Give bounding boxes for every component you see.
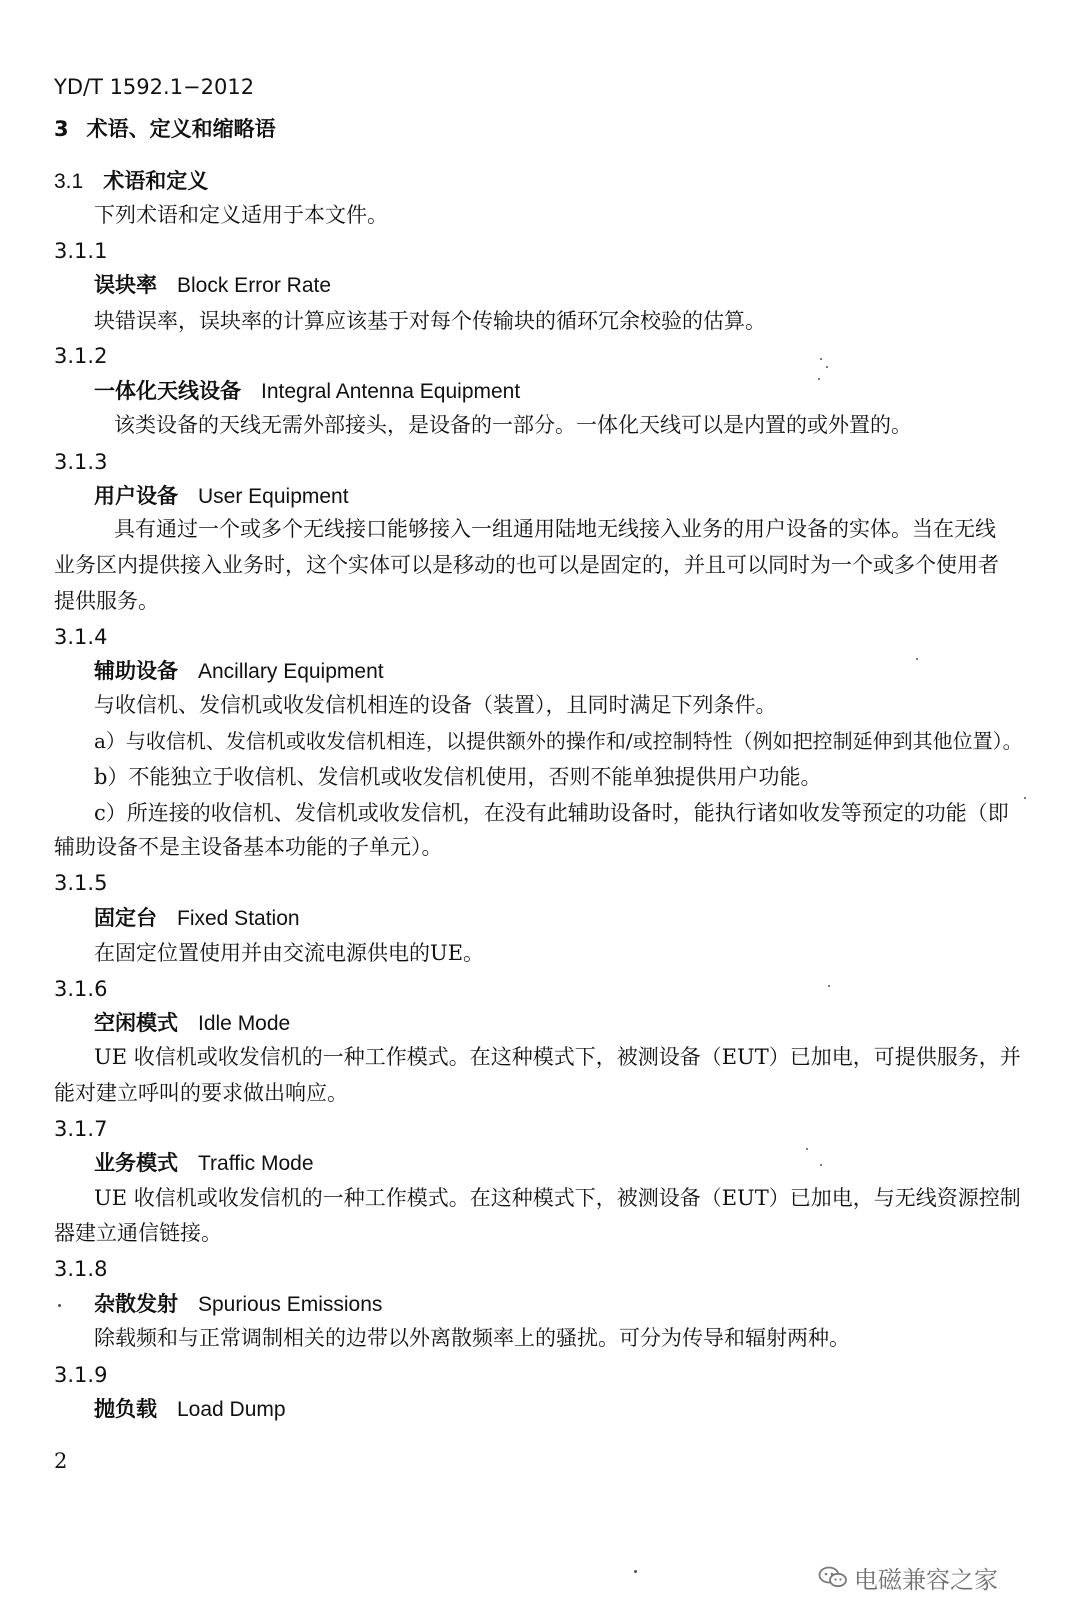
scan-speck [916, 658, 918, 660]
term-number: 3.1.4 [54, 625, 108, 649]
page-number: 2 [54, 1449, 68, 1473]
term-definition: 块错误率，误块率的计算应该基于对每个传输块的循环冗余校验的估算。 [94, 309, 766, 333]
section-heading [54, 114, 276, 144]
term-title [94, 270, 331, 301]
scan-speck [58, 1304, 61, 1307]
scan-speck [634, 1570, 637, 1573]
watermark-text: 电磁兼容之家 [854, 1565, 998, 1594]
wechat-icon [818, 1565, 848, 1589]
scan-speck [826, 366, 828, 368]
subsection-heading [54, 166, 208, 197]
term-definition: 除载频和与正常调制相关的边带以外离散频率上的骚扰。可分为传导和辐射两种。 [94, 1326, 850, 1350]
condition-c: c）所连接的收信机、发信机或收发信机，在没有此辅助设备时，能执行诸如收发等预定的功能（即 [94, 801, 1009, 825]
term-definition: 器建立通信链接。 [54, 1221, 222, 1245]
subsection-number: 3.1 [54, 170, 84, 193]
term-zh: 一体化天线设备 [94, 379, 241, 403]
term-title [94, 1289, 382, 1320]
term-title [94, 376, 520, 407]
term-title [94, 1394, 286, 1425]
term-title [94, 903, 300, 934]
document-code: YD/T 1592.1−2012 [54, 75, 255, 99]
term-zh: 空闲模式 [94, 1011, 178, 1035]
term-en: Traffic Mode [198, 1152, 314, 1175]
term-en: Idle Mode [198, 1012, 291, 1035]
term-title [94, 656, 384, 687]
condition-c-cont: 辅助设备不是主设备基本功能的子单元）。 [54, 835, 443, 859]
condition-a: a）与收信机、发信机或收发信机相连，以提供额外的操作和/或控制特性（例如把控制延伸到其他位置）。 [94, 729, 1023, 753]
scan-speck [828, 985, 830, 987]
subsection-title: 术语和定义 [103, 169, 209, 193]
term-definition: 该类设备的天线无需外部接头，是设备的一部分。一体化天线可以是内置的或外置的。 [114, 413, 912, 437]
term-definition: 与收信机、发信机或收发信机相连的设备（装置），且同时满足下列条件。 [94, 693, 777, 717]
term-number: 3.1.8 [54, 1257, 108, 1281]
term-en: Integral Antenna Equipment [261, 380, 521, 403]
term-en: Spurious Emissions [198, 1293, 383, 1316]
term-en: Ancillary Equipment [198, 660, 384, 683]
scan-speck [820, 358, 822, 360]
condition-b: b）不能独立于收信机、发信机或收发信机使用，否则不能单独提供用户功能。 [94, 765, 822, 789]
term-en: Fixed Station [177, 907, 300, 930]
term-zh: 辅助设备 [94, 659, 178, 683]
term-title [94, 1008, 290, 1039]
scan-speck [806, 1148, 808, 1150]
term-number: 3.1.2 [54, 344, 108, 368]
scan-speck [1024, 797, 1026, 799]
term-en: Block Error Rate [177, 274, 332, 297]
section-number: 3 [54, 117, 69, 141]
term-number: 3.1.7 [54, 1117, 108, 1141]
term-definition: 在固定位置使用并由交流电源供电的UE。 [94, 941, 485, 965]
term-zh: 业务模式 [94, 1151, 178, 1175]
term-number: 3.1.3 [54, 450, 108, 474]
term-definition: 具有通过一个或多个无线接口能够接入一组通用陆地无线接入业务的用户设备的实体。当在无线 [114, 517, 996, 541]
watermark [818, 1555, 998, 1599]
term-definition: 业务区内提供接入业务时，这个实体可以是移动的也可以是固定的，并且可以同时为一个或多个使用者 [54, 553, 999, 577]
term-number: 3.1.1 [54, 239, 108, 263]
subsection-intro: 下列术语和定义适用于本文件。 [94, 203, 388, 227]
section-title: 术语、定义和缩略语 [86, 117, 276, 141]
scan-speck [818, 378, 820, 380]
term-zh: 固定台 [94, 906, 157, 930]
term-number: 3.1.9 [54, 1363, 108, 1387]
term-en: User Equipment [198, 485, 349, 508]
term-definition: 能对建立呼叫的要求做出响应。 [54, 1081, 348, 1105]
term-definition: UE 收信机或收发信机的一种工作模式。在这种模式下，被测设备（EUT）已加电，与无线资源控制 [94, 1186, 1021, 1210]
scan-speck [820, 1164, 822, 1166]
term-zh: 用户设备 [94, 484, 178, 508]
term-definition: UE 收信机或收发信机的一种工作模式。在这种模式下，被测设备（EUT）已加电，可提供服务，并 [94, 1045, 1021, 1069]
term-zh: 杂散发射 [94, 1292, 178, 1316]
term-definition: 提供服务。 [54, 589, 159, 613]
term-title [94, 481, 349, 512]
term-number: 3.1.6 [54, 977, 108, 1001]
term-en: Load Dump [177, 1398, 286, 1421]
term-title [94, 1148, 314, 1179]
term-zh: 误块率 [94, 273, 157, 297]
term-zh: 抛负载 [94, 1397, 157, 1421]
term-number: 3.1.5 [54, 871, 108, 895]
